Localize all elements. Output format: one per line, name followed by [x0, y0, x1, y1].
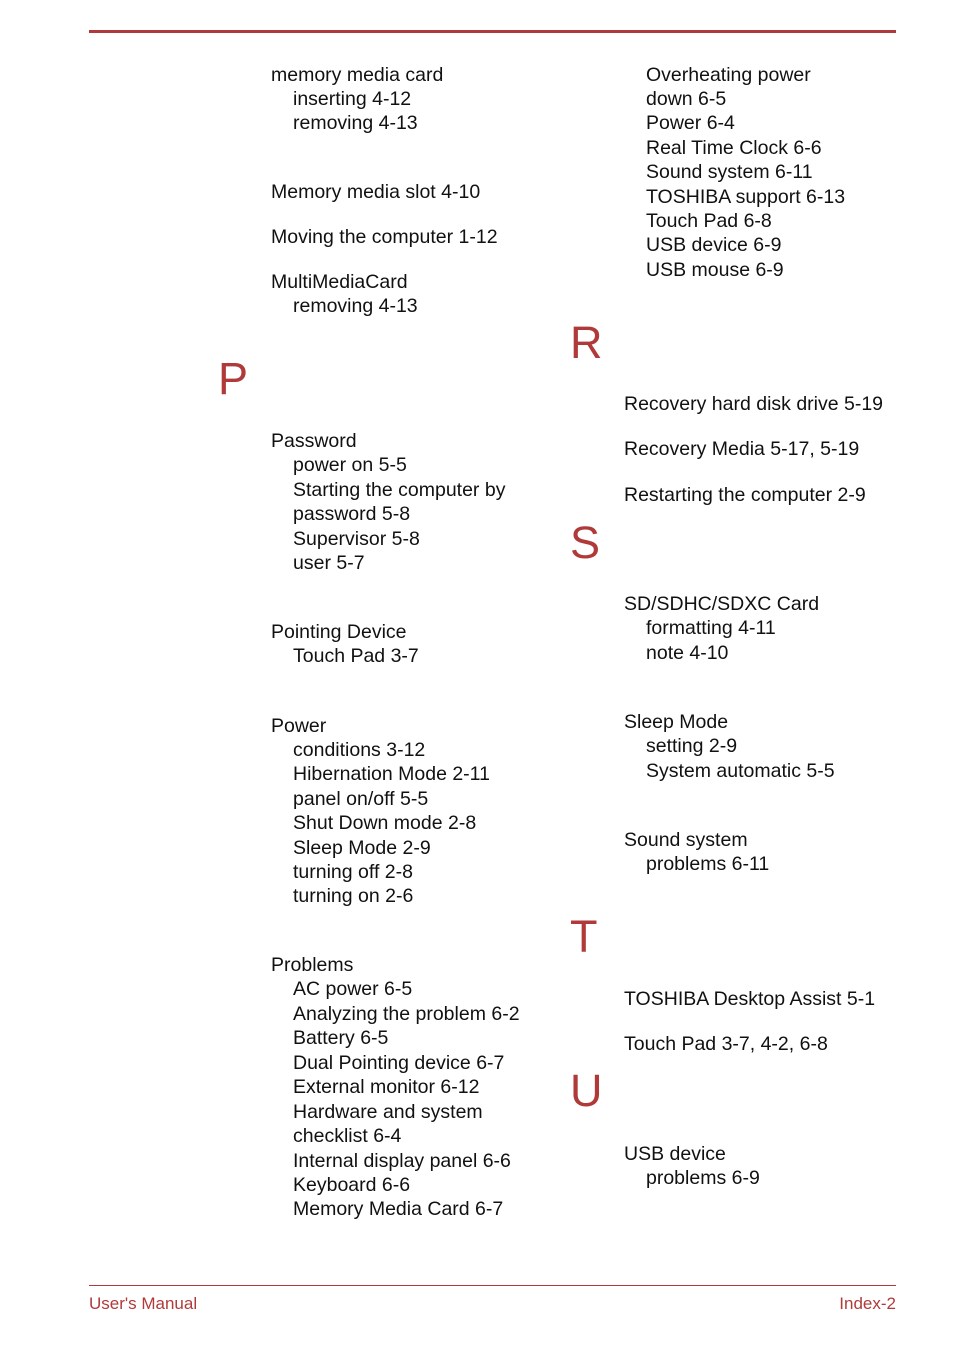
entry-heading: Sleep Mode — [624, 711, 729, 733]
section-letter-t: T — [570, 911, 598, 962]
entry-subitem: problems 6-11 — [646, 853, 770, 875]
entry-subitem: inserting 4-12 — [293, 88, 412, 110]
entry-subitem: down 6-5 — [646, 88, 727, 110]
entry-subitem: formatting 4-11 — [646, 617, 776, 639]
entry-subitem: panel on/off 5-5 — [293, 788, 429, 810]
entry-subitem: power on 5-5 — [293, 454, 407, 476]
entry-subitem: Keyboard 6-6 — [293, 1174, 411, 1196]
entry-subitem: AC power 6-5 — [293, 978, 413, 1000]
entry-subitem: Hardware and system — [293, 1101, 483, 1123]
footer-rule — [89, 1285, 896, 1286]
section-letter-u: U — [570, 1065, 603, 1116]
footer-manual-title: User's Manual — [89, 1294, 198, 1313]
entry-heading: SD/SDHC/SDXC Card — [624, 593, 820, 615]
entry-subitem: user 5-7 — [293, 552, 365, 574]
entry-recovery-media: Recovery Media 5-17, 5-19 — [624, 438, 860, 460]
entry-subitem: Real Time Clock 6-6 — [646, 137, 822, 159]
entry-subitem: USB device 6-9 — [646, 234, 782, 256]
entry-memory-media-slot: Memory media slot 4-10 — [271, 181, 481, 203]
entry-heading: Pointing Device — [271, 621, 407, 643]
entry-subitem: problems 6-9 — [646, 1167, 760, 1189]
entry-subitem: Sleep Mode 2-9 — [293, 837, 431, 859]
entry-subitem: Power 6-4 — [646, 112, 735, 134]
entry-heading: Password — [271, 430, 357, 452]
section-letter-s: S — [570, 517, 601, 568]
entry-subitem: removing 4-13 — [293, 295, 418, 317]
entry-subitem: Overheating power — [646, 64, 811, 86]
section-letter-r: R — [570, 317, 603, 368]
entry-subitem: password 5-8 — [293, 503, 411, 525]
entry-subitem: setting 2-9 — [646, 735, 738, 757]
entry-subitem: USB mouse 6-9 — [646, 259, 784, 281]
entry-subitem: Analyzing the problem 6-2 — [293, 1003, 520, 1025]
entry-subitem: Hibernation Mode 2-11 — [293, 763, 490, 785]
header-rule — [89, 30, 896, 33]
entry-subitem: conditions 3-12 — [293, 739, 426, 761]
section-letter-p: P — [218, 353, 249, 404]
entry-heading: Problems — [271, 954, 354, 976]
entry-heading: MultiMediaCard — [271, 271, 408, 293]
entry-subitem: System automatic 5-5 — [646, 760, 835, 782]
entry-subitem: Starting the computer by — [293, 479, 506, 501]
entry-restarting-the-computer: Restarting the computer 2-9 — [624, 484, 866, 506]
entry-subitem: Touch Pad 6-8 — [646, 210, 772, 232]
entry-heading: Sound system — [624, 829, 748, 851]
entry-subitem: Shut Down mode 2-8 — [293, 812, 477, 834]
entry-moving-the-computer: Moving the computer 1-12 — [271, 226, 498, 248]
entry-heading: Power — [271, 715, 327, 737]
entry-subitem: turning off 2-8 — [293, 861, 413, 883]
entry-subitem: Supervisor 5-8 — [293, 528, 420, 550]
entry-subitem: Touch Pad 3-7 — [293, 645, 419, 667]
entry-subitem: Sound system 6-11 — [646, 161, 813, 183]
entry-touch-pad: Touch Pad 3-7, 4-2, 6-8 — [624, 1033, 828, 1055]
entry-subitem: Memory Media Card 6-7 — [293, 1198, 504, 1220]
entry-subitem: TOSHIBA support 6-13 — [646, 186, 846, 208]
entry-heading: USB device — [624, 1143, 726, 1165]
entry-subitem: checklist 6-4 — [293, 1125, 402, 1147]
entry-subitem: External monitor 6-12 — [293, 1076, 480, 1098]
entry-subitem: Dual Pointing device 6-7 — [293, 1052, 505, 1074]
entry-toshiba-desktop-assist: TOSHIBA Desktop Assist 5-1 — [624, 988, 876, 1010]
entry-subitem: Battery 6-5 — [293, 1027, 389, 1049]
footer-page-number: Index-2 — [839, 1294, 896, 1313]
entry-subitem: note 4-10 — [646, 642, 729, 664]
entry-recovery-hard-disk-drive: Recovery hard disk drive 5-19 — [624, 393, 884, 415]
entry-heading: memory media card — [271, 64, 444, 86]
entry-subitem: removing 4-13 — [293, 112, 418, 134]
entry-subitem: Internal display panel 6-6 — [293, 1150, 511, 1172]
entry-subitem: turning on 2-6 — [293, 885, 414, 907]
